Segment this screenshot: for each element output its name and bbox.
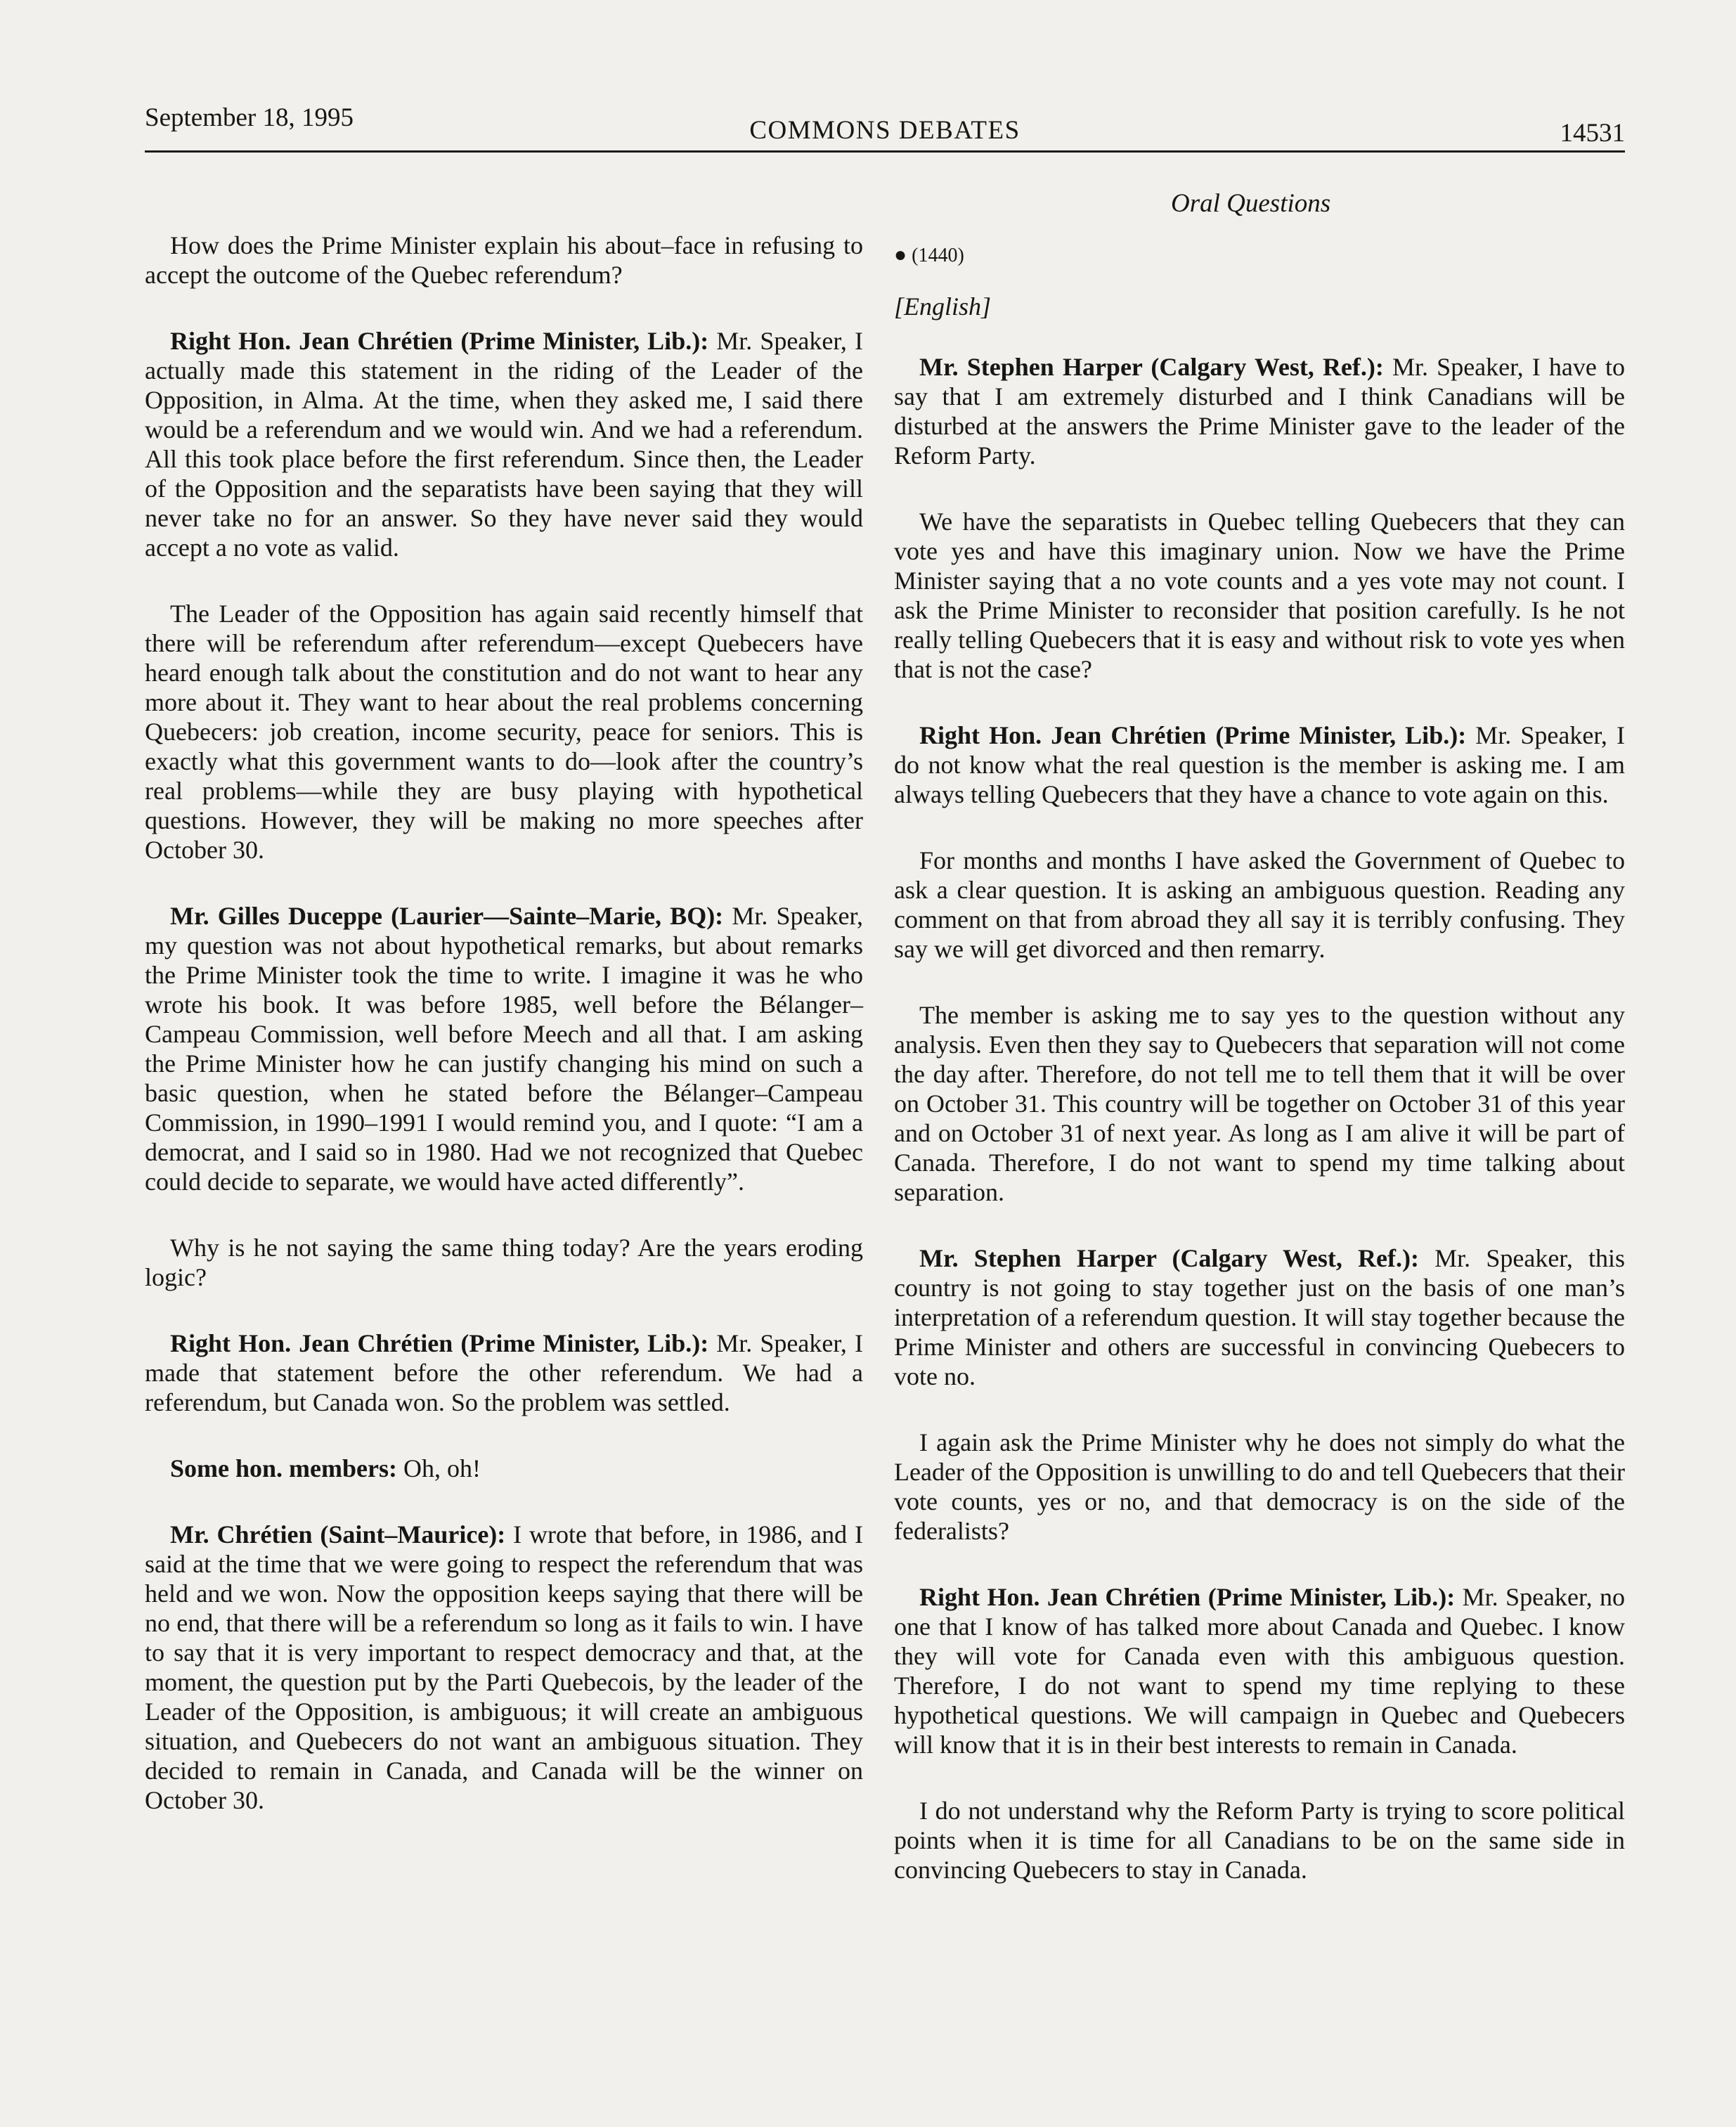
header-title: COMMONS DEBATES [749,116,1021,145]
paragraph [894,1428,1625,1546]
paragraph-text: Why is he not saying the same thing today? Are the years eroding logic? [145,1234,863,1291]
bullet-icon: ● [894,243,907,266]
paragraph-text: Oh, oh! [403,1454,481,1482]
paragraph-text: Mr. Speaker, I made that statement before the other referendum. We had a referendum, but Canada won. So the problem was settled. [145,1329,863,1416]
header-date: September 18, 1995 [145,103,354,132]
paragraph [894,1796,1625,1884]
paragraph-text: We have the separatists in Quebec telling Quebecers that they can vote yes and have this imaginary union. Now we have the Prime Minister saying that a no vote counts and a yes vote may not count. I ask the Prime Minister to reconsider that position carefully. Is he not really telling Quebecers that it is easy and without risk to vote yes when that is not the case? [894,507,1625,683]
right-column [894,231,1625,1921]
speaker-name: Mr. Chrétien (Saint–Maurice): [170,1520,506,1549]
paragraph [145,1454,863,1483]
paragraph [894,1243,1625,1391]
paragraph-text: Mr. Speaker, I have to say that I am extremely disturbed and I think Canadians will be disturbed at the answers the Prime Minister gave to the leader of the Reform Party. [894,353,1626,470]
paragraph [894,352,1625,470]
paragraph-text: I wrote that before, in 1986, and I said at the time that we were going to respect the referendum that was held and we won. Now the opposition keeps saying that there will be no end, that there will be a referendum so long as it fails to win. I have to say that it is very important to respect democracy and that, at the moment, the question put by the Parti Quebecois, by the leader of the Leader of the Opposition, is ambiguous; it will create an ambiguous situation, and Quebecers do not want an ambiguous situation. They decided to remain in Canada, and Canada will be the winner on October 30. [145,1520,863,1814]
paragraph [145,1520,863,1815]
speaker-name: Right Hon. Jean Chrétien (Prime Minister, Lib.): [919,1583,1456,1611]
paragraph [894,720,1625,809]
paragraph-text: Mr. Speaker, no one that I know of has talked more about Canada and Quebec. I know they will vote for Canada even with this ambiguous question. Therefore, I do not want to spend my time replying to these hypothetical questions. We will campaign in Quebec and Quebecers will know that it is in their best interests to remain in Canada. [894,1583,1626,1759]
paragraph-text: The member is asking me to say yes to the question without any analysis. Even then they say to Quebecers that separation will not come the day after. Therefore, do not tell me to tell them that it will be over on October 31. This country will be together on October 31 of this year and on October 31 of next year. As long as I am alive it will be part of Canada. Therefore, I do not want to spend my time talking about separation. [894,1001,1625,1206]
left-column [145,231,863,1851]
paragraph-text: I do not understand why the Reform Party is trying to score political points when it is time for all Canadians to be on the same side in convincing Quebecers to stay in Canada. [894,1797,1625,1884]
paragraph-text: How does the Prime Minister explain his about–face in refusing to accept the outcome of the Quebec referendum? [145,231,863,289]
paragraph [894,846,1625,964]
paragraph-text: Mr. Speaker, I actually made this statement in the riding of the Leader of the Opposition, in Alma. At the time, when they asked me, I said there would be a referendum and we would win. And we had a referendum. All this took place before the first referendum. Since then, the Leader of the Opposition and the separatists have been saying that they will never take no for an answer. So they have never said they would accept a no vote as valid. [145,327,863,562]
speaker-name: Mr. Stephen Harper (Calgary West, Ref.): [919,353,1384,381]
paragraph [894,1000,1625,1207]
header-page-number: 14531 [1560,119,1625,148]
speaker-name: Mr. Stephen Harper (Calgary West, Ref.): [919,1244,1420,1272]
paragraph [145,599,863,865]
paragraph-text: I again ask the Prime Minister why he does not simply do what the Leader of the Opposition is unwilling to do and tell Quebecers that their vote counts, yes or no, and that democracy is on the side of the federalists? [894,1428,1625,1545]
time-marker [894,240,1625,271]
paragraph [145,901,863,1196]
speaker-name: Mr. Gilles Duceppe (Laurier—Sainte–Marie, BQ): [170,902,724,930]
paragraph-text: Mr. Speaker, I do not know what the real question is the member is asking me. I am always telling Quebecers that they have a chance to vote again on this. [894,721,1625,808]
section-label: Oral Questions [1171,189,1331,218]
paragraph-text: Mr. Speaker, this country is not going to stay together just on the basis of one man’s interpretation of a referendum question. It will stay together because the Prime Minister and others are successful in convincing Quebecers to vote no. [894,1244,1626,1390]
paragraph [145,231,863,290]
speaker-name: Right Hon. Jean Chrétien (Prime Minister, Lib.): [170,327,709,355]
time-marker-text: (1440) [912,245,964,266]
paragraph-text: Mr. Speaker, my question was not about hypothetical remarks, but about remarks the Prime Minister took the time to write. I imagine it was he who wrote his book. It was before 1985, well before the Bélanger–Campeau Commission, well before Meech and all that. I am asking the Prime Minister how he can justify changing his mind on such a basic question, when he stated before the Bélanger–Campeau Commission, in 1990–1991 I would remind you, and I quote: “I am a democrat, and I said so in 1980. Had we not recognized that Quebec could decide to separate, we would have acted differently”. [145,902,863,1196]
paragraph [894,1582,1625,1759]
paragraph-text: For months and months I have asked the Government of Quebec to ask a clear question. It is asking an ambiguous question. Reading any comment on that from abroad they all say it is terribly confusing. They say we will get divorced and then remarry. [894,846,1625,963]
paragraph [145,1233,863,1292]
header-rule [145,150,1625,153]
language-label: [English] [894,292,992,321]
paragraph [145,1328,863,1417]
speaker-name: Right Hon. Jean Chrétien (Prime Minister, Lib.): [919,721,1467,749]
speaker-name: Right Hon. Jean Chrétien (Prime Minister, Lib.): [170,1329,709,1357]
paragraph [145,326,863,562]
paragraph-text: The Leader of the Opposition has again said recently himself that there will be referendum after referendum—except Quebecers have heard enough talk about the constitution and do not want to hear any more about it. They want to hear about the real problems concerning Quebecers: job creation, income security, peace for seniors. This is exactly what this government wants to do—look after the country’s real problems—while they are busy playing with hypothetical questions. However, they will be making no more speeches after October 30. [145,600,863,864]
paragraph [894,507,1625,684]
page-header [145,103,1625,149]
speaker-name: Some hon. members: [170,1454,397,1482]
